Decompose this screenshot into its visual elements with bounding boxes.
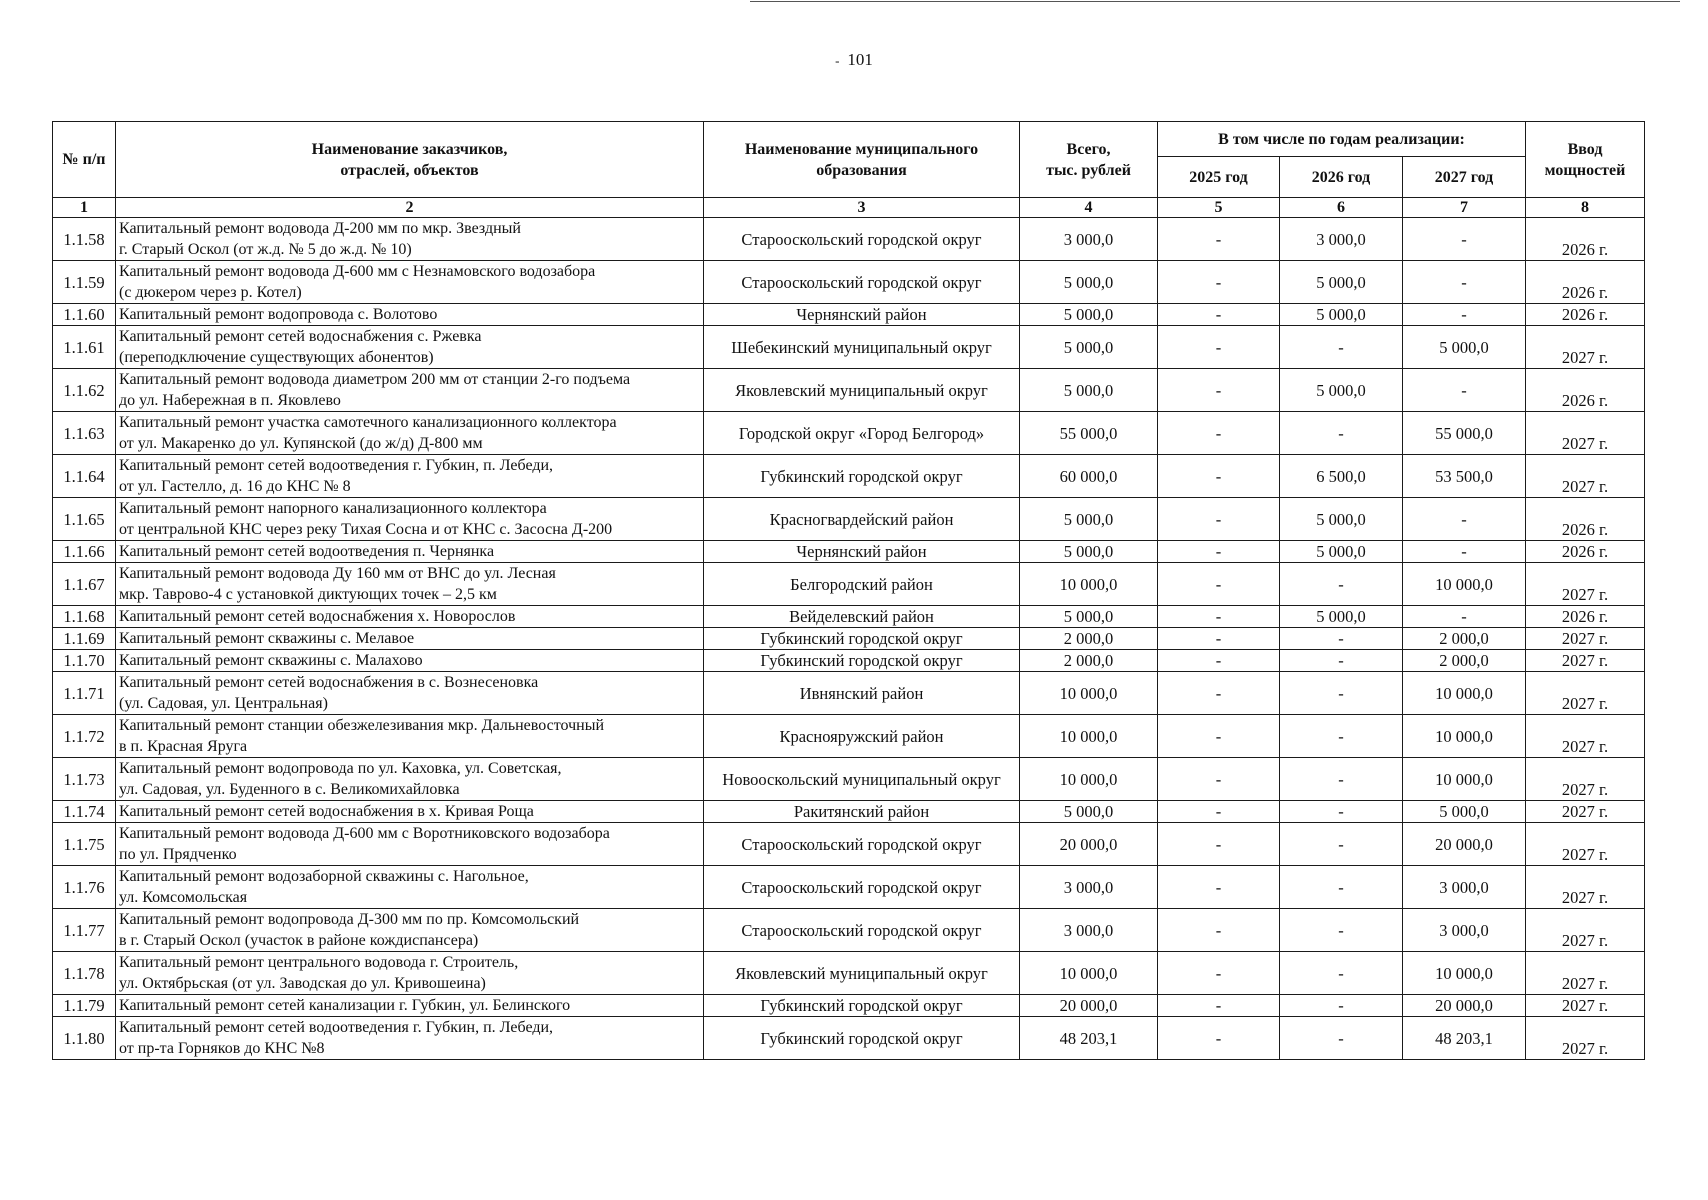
table-row: [53, 952, 1645, 995]
municipality: Губкинский городской округ: [704, 995, 1020, 1017]
table-row: [53, 1017, 1645, 1060]
municipality: Старооскольский городской округ: [704, 823, 1020, 866]
total-amount: 2 000,0: [1020, 650, 1158, 672]
row-number: 1.1.69: [53, 628, 116, 650]
object-name-line: Капитальный ремонт водопровода по ул. Каховка, ул. Советская,: [119, 760, 562, 777]
amount-2025: -: [1158, 758, 1280, 801]
object-name: [116, 952, 704, 995]
object-name-line: Капитальный ремонт водопровода с. Волотово: [119, 306, 438, 323]
amount-2026: 6 500,0: [1280, 455, 1403, 498]
amount-2026: -: [1280, 628, 1403, 650]
amount-2026: 5 000,0: [1280, 498, 1403, 541]
total-amount: 3 000,0: [1020, 218, 1158, 261]
amount-2027: 48 203,1: [1403, 1017, 1526, 1060]
table-row: [53, 261, 1645, 304]
amount-2026: 5 000,0: [1280, 304, 1403, 326]
row-number: 1.1.62: [53, 369, 116, 412]
object-name-line: Капитальный ремонт участка самотечного канализационного коллектора: [119, 414, 617, 431]
page-number: [0, 50, 1708, 70]
object-name-line: Капитальный ремонт сетей водоснабжения в х. Кривая Роща: [119, 803, 534, 820]
commissioning-year: 2026 г.: [1526, 369, 1645, 412]
table-row: [53, 304, 1645, 326]
commissioning-year: 2026 г.: [1526, 304, 1645, 326]
object-name: [116, 758, 704, 801]
table-header: [53, 122, 1645, 218]
municipality: Губкинский городской округ: [704, 628, 1020, 650]
commissioning-year: 2027 г.: [1526, 628, 1645, 650]
row-number: 1.1.59: [53, 261, 116, 304]
amount-2027: 20 000,0: [1403, 995, 1526, 1017]
row-number: 1.1.73: [53, 758, 116, 801]
header-municipality-line-2: образования: [816, 161, 907, 179]
amount-2025: -: [1158, 541, 1280, 563]
municipality: Губкинский городской округ: [704, 650, 1020, 672]
municipality: Старооскольский городской округ: [704, 909, 1020, 952]
object-name-line: в г. Старый Оскол (участок в районе кождиспансера): [119, 932, 479, 949]
amount-2026: -: [1280, 952, 1403, 995]
amount-2026: -: [1280, 995, 1403, 1017]
amount-2025: -: [1158, 1017, 1280, 1060]
commissioning-year: 2027 г.: [1526, 909, 1645, 952]
amount-2027: -: [1403, 304, 1526, 326]
total-amount: 10 000,0: [1020, 563, 1158, 606]
object-name-line: Капитальный ремонт напорного канализационного коллектора: [119, 500, 547, 517]
header-name-line-2: отраслей, объектов: [340, 161, 479, 179]
table-row: [53, 650, 1645, 672]
total-amount: 5 000,0: [1020, 304, 1158, 326]
amount-2025: -: [1158, 995, 1280, 1017]
amount-2026: -: [1280, 909, 1403, 952]
commissioning-year: 2027 г.: [1526, 801, 1645, 823]
amount-2026: 5 000,0: [1280, 261, 1403, 304]
commissioning-year: 2027 г.: [1526, 650, 1645, 672]
row-number: 1.1.74: [53, 801, 116, 823]
object-name: [116, 498, 704, 541]
amount-2025: -: [1158, 369, 1280, 412]
amount-2026: -: [1280, 758, 1403, 801]
object-name-line: по ул. Прядченко: [119, 846, 237, 863]
header-input-line-1: Ввод: [1567, 140, 1603, 158]
commissioning-year: 2027 г.: [1526, 1017, 1645, 1060]
amount-2025: -: [1158, 823, 1280, 866]
total-amount: 5 000,0: [1020, 606, 1158, 628]
total-amount: 5 000,0: [1020, 369, 1158, 412]
object-name: [116, 672, 704, 715]
municipality: Старооскольский городской округ: [704, 218, 1020, 261]
total-amount: 55 000,0: [1020, 412, 1158, 455]
total-amount: 48 203,1: [1020, 1017, 1158, 1060]
table-row: [53, 672, 1645, 715]
amount-2025: -: [1158, 715, 1280, 758]
municipality: Губкинский городской округ: [704, 455, 1020, 498]
header-year-2026: 2026 год: [1280, 157, 1403, 198]
amount-2026: -: [1280, 412, 1403, 455]
object-name-line: Капитальный ремонт сетей канализации г. Губкин, ул. Белинского: [119, 997, 571, 1014]
object-name-line: Капитальный ремонт сетей водоснабжения в с. Вознесеновка: [119, 674, 539, 691]
object-name: [116, 909, 704, 952]
amount-2027: -: [1403, 498, 1526, 541]
object-name-line: Капитальный ремонт водозаборной скважины с. Нагольное,: [119, 868, 529, 885]
table-row: [53, 909, 1645, 952]
row-number: 1.1.71: [53, 672, 116, 715]
amount-2027: 20 000,0: [1403, 823, 1526, 866]
object-name-line: Капитальный ремонт скважины с. Мелавое: [119, 630, 415, 647]
table-row: [53, 455, 1645, 498]
amount-2025: -: [1158, 866, 1280, 909]
row-number: 1.1.80: [53, 1017, 116, 1060]
amount-2026: 5 000,0: [1280, 606, 1403, 628]
object-name-line: Капитальный ремонт водовода Д-200 мм по мкр. Звездный: [119, 220, 521, 237]
object-name-line: Капитальный ремонт водовода Д-600 мм с Воротниковского водозабора: [119, 825, 610, 842]
amount-2027: 10 000,0: [1403, 758, 1526, 801]
total-amount: 5 000,0: [1020, 326, 1158, 369]
table-row: [53, 628, 1645, 650]
municipality: Краснояружский район: [704, 715, 1020, 758]
commissioning-year: 2027 г.: [1526, 326, 1645, 369]
object-name: [116, 455, 704, 498]
object-name-line: (переподключение существующих абонентов): [119, 349, 434, 366]
column-number: 3: [704, 198, 1020, 218]
municipality: Старооскольский городской округ: [704, 261, 1020, 304]
amount-2026: -: [1280, 563, 1403, 606]
amount-2025: -: [1158, 261, 1280, 304]
object-name-line: Капитальный ремонт водовода Д-600 мм с Незнамовского водозабора: [119, 263, 596, 280]
amount-2026: -: [1280, 801, 1403, 823]
object-name: [116, 326, 704, 369]
amount-2025: -: [1158, 909, 1280, 952]
amount-2027: 3 000,0: [1403, 866, 1526, 909]
amount-2027: 10 000,0: [1403, 715, 1526, 758]
municipality: Ивнянский район: [704, 672, 1020, 715]
object-name: [116, 1017, 704, 1060]
municipality: Белгородский район: [704, 563, 1020, 606]
object-name: [116, 563, 704, 606]
object-name: [116, 866, 704, 909]
commissioning-year: 2027 г.: [1526, 758, 1645, 801]
row-number: 1.1.68: [53, 606, 116, 628]
row-number: 1.1.66: [53, 541, 116, 563]
column-number-row: [53, 198, 1645, 218]
municipality: Городской округ «Город Белгород»: [704, 412, 1020, 455]
commissioning-year: 2027 г.: [1526, 563, 1645, 606]
header-name: [116, 122, 704, 198]
commissioning-year: 2027 г.: [1526, 455, 1645, 498]
object-name-line: до ул. Набережная в п. Яковлево: [119, 392, 341, 409]
table-row: [53, 563, 1645, 606]
total-amount: 10 000,0: [1020, 952, 1158, 995]
amount-2025: -: [1158, 672, 1280, 715]
object-name: [116, 715, 704, 758]
header-municipality: [704, 122, 1020, 198]
row-number: 1.1.63: [53, 412, 116, 455]
total-amount: 5 000,0: [1020, 498, 1158, 541]
header-input-line-2: мощностей: [1544, 161, 1626, 179]
header-municipality-line-1: Наименование муниципального: [744, 140, 979, 158]
column-number: 2: [116, 198, 704, 218]
amount-2027: 2 000,0: [1403, 650, 1526, 672]
row-number: 1.1.61: [53, 326, 116, 369]
commissioning-year: 2027 г.: [1526, 866, 1645, 909]
object-name: [116, 801, 704, 823]
object-name: [116, 369, 704, 412]
amount-2027: 10 000,0: [1403, 952, 1526, 995]
object-name-line: ул. Комсомольская: [119, 889, 248, 906]
table-row: [53, 541, 1645, 563]
object-name: [116, 218, 704, 261]
object-name-line: г. Старый Оскол (от ж.д. № 5 до ж.д. № 10): [119, 241, 412, 258]
amount-2025: -: [1158, 563, 1280, 606]
header-total-line-1: Всего,: [1066, 140, 1111, 158]
amount-2027: -: [1403, 218, 1526, 261]
header-name-line-1: Наименование заказчиков,: [311, 140, 508, 158]
table-row: [53, 715, 1645, 758]
object-name: [116, 995, 704, 1017]
table-row: [53, 823, 1645, 866]
header-year-2027: 2027 год: [1403, 157, 1526, 198]
row-number: 1.1.58: [53, 218, 116, 261]
total-amount: 3 000,0: [1020, 909, 1158, 952]
row-number: 1.1.77: [53, 909, 116, 952]
object-name-line: мкр. Таврово-4 с установкой диктующих точек – 2,5 км: [119, 586, 497, 603]
total-amount: 20 000,0: [1020, 823, 1158, 866]
total-amount: 60 000,0: [1020, 455, 1158, 498]
header-year-2025: 2025 год: [1158, 157, 1280, 198]
row-number: 1.1.70: [53, 650, 116, 672]
amount-2027: 3 000,0: [1403, 909, 1526, 952]
object-name-line: в п. Красная Яруга: [119, 738, 248, 755]
amount-2025: -: [1158, 218, 1280, 261]
amount-2026: -: [1280, 823, 1403, 866]
table-row: [53, 995, 1645, 1017]
table-row: [53, 326, 1645, 369]
header-total-line-2: тыс. рублей: [1046, 161, 1131, 179]
commissioning-year: 2026 г.: [1526, 218, 1645, 261]
amount-2027: -: [1403, 261, 1526, 304]
object-name-line: Капитальный ремонт водопровода Д-300 мм по пр. Комсомольский: [119, 911, 580, 928]
amount-2025: -: [1158, 326, 1280, 369]
amount-2025: -: [1158, 952, 1280, 995]
object-name-line: от ул. Гастелло, д. 16 до КНС № 8: [119, 478, 351, 495]
row-number: 1.1.76: [53, 866, 116, 909]
object-name-line: (ул. Садовая, ул. Центральная): [119, 695, 328, 712]
municipality: Старооскольский городской округ: [704, 866, 1020, 909]
row-number: 1.1.75: [53, 823, 116, 866]
object-name: [116, 628, 704, 650]
amount-2027: 10 000,0: [1403, 563, 1526, 606]
top-rule: [750, 1, 1680, 2]
table-row: [53, 369, 1645, 412]
column-number: 7: [1403, 198, 1526, 218]
header-total: [1020, 122, 1158, 198]
commissioning-year: 2027 г.: [1526, 412, 1645, 455]
object-name-line: Капитальный ремонт сетей водоотведения п. Чернянка: [119, 543, 495, 560]
object-name-line: Капитальный ремонт скважины с. Малахово: [119, 652, 423, 669]
object-name-line: Капитальный ремонт водовода диаметром 200 мм от станции 2-го подъема: [119, 371, 631, 388]
amount-2025: -: [1158, 650, 1280, 672]
header-num: № п/п: [53, 122, 116, 198]
total-amount: 10 000,0: [1020, 672, 1158, 715]
amount-2025: -: [1158, 412, 1280, 455]
column-number: 1: [53, 198, 116, 218]
object-name: [116, 541, 704, 563]
amount-2026: -: [1280, 672, 1403, 715]
amount-2025: -: [1158, 628, 1280, 650]
object-name-line: Капитальный ремонт водовода Ду 160 мм от ВНС до ул. Лесная: [119, 565, 556, 582]
object-name-line: от пр-та Горняков до КНС №8: [119, 1040, 325, 1057]
amount-2027: 55 000,0: [1403, 412, 1526, 455]
total-amount: 10 000,0: [1020, 758, 1158, 801]
commissioning-year: 2026 г.: [1526, 498, 1645, 541]
amount-2026: -: [1280, 326, 1403, 369]
row-number: 1.1.67: [53, 563, 116, 606]
amount-2025: -: [1158, 606, 1280, 628]
commissioning-year: 2027 г.: [1526, 823, 1645, 866]
object-name-line: Капитальный ремонт сетей водоснабжения х. Новорослов: [119, 608, 516, 625]
table-body: [53, 218, 1645, 1060]
municipality: Чернянский район: [704, 541, 1020, 563]
amount-2025: -: [1158, 498, 1280, 541]
municipality: Яковлевский муниципальный округ: [704, 369, 1020, 412]
column-number: 6: [1280, 198, 1403, 218]
object-name-line: Капитальный ремонт станции обезжелезивания мкр. Дальневосточный: [119, 717, 605, 734]
row-number: 1.1.65: [53, 498, 116, 541]
page-number-prefix: -: [835, 53, 840, 68]
amount-2026: -: [1280, 1017, 1403, 1060]
total-amount: 10 000,0: [1020, 715, 1158, 758]
total-amount: 5 000,0: [1020, 541, 1158, 563]
commissioning-year: 2027 г.: [1526, 715, 1645, 758]
municipality: Вейделевский район: [704, 606, 1020, 628]
municipality: Красногвардейский район: [704, 498, 1020, 541]
table-row: [53, 801, 1645, 823]
object-name-line: ул. Октябрьская (от ул. Заводская до ул. Кривошеина): [119, 975, 486, 992]
municipality: Чернянский район: [704, 304, 1020, 326]
object-name-line: Капитальный ремонт сетей водоотведения г. Губкин, п. Лебеди,: [119, 1019, 554, 1036]
row-number: 1.1.78: [53, 952, 116, 995]
total-amount: 2 000,0: [1020, 628, 1158, 650]
column-number: 8: [1526, 198, 1645, 218]
amount-2027: 5 000,0: [1403, 801, 1526, 823]
object-name: [116, 261, 704, 304]
object-name-line: (с дюкером через р. Котел): [119, 284, 302, 301]
object-name: [116, 823, 704, 866]
row-number: 1.1.72: [53, 715, 116, 758]
municipality: Яковлевский муниципальный округ: [704, 952, 1020, 995]
amount-2027: 53 500,0: [1403, 455, 1526, 498]
amount-2026: 5 000,0: [1280, 369, 1403, 412]
column-number: 4: [1020, 198, 1158, 218]
row-number: 1.1.79: [53, 995, 116, 1017]
municipality: Шебекинский муниципальный округ: [704, 326, 1020, 369]
commissioning-year: 2027 г.: [1526, 952, 1645, 995]
amount-2025: -: [1158, 801, 1280, 823]
page-number-value: 101: [847, 50, 873, 69]
column-number: 5: [1158, 198, 1280, 218]
total-amount: 5 000,0: [1020, 801, 1158, 823]
amount-2027: -: [1403, 369, 1526, 412]
investment-table: [52, 121, 1645, 1060]
amount-2027: -: [1403, 541, 1526, 563]
object-name-line: от центральной КНС через реку Тихая Сосна и от КНС с. Засосна Д-200: [119, 521, 613, 538]
amount-2027: 10 000,0: [1403, 672, 1526, 715]
object-name: [116, 606, 704, 628]
row-number: 1.1.64: [53, 455, 116, 498]
municipality: Губкинский городской округ: [704, 1017, 1020, 1060]
commissioning-year: 2027 г.: [1526, 672, 1645, 715]
amount-2026: 3 000,0: [1280, 218, 1403, 261]
amount-2026: -: [1280, 866, 1403, 909]
commissioning-year: 2026 г.: [1526, 541, 1645, 563]
object-name-line: ул. Садовая, ул. Буденного в с. Великомихайловка: [119, 781, 460, 798]
total-amount: 5 000,0: [1020, 261, 1158, 304]
object-name-line: Капитальный ремонт центрального водовода г. Строитель,: [119, 954, 519, 971]
object-name: [116, 650, 704, 672]
municipality: Новооскольский муниципальный округ: [704, 758, 1020, 801]
header-years-group: В том числе по годам реализации:: [1158, 122, 1526, 157]
row-number: 1.1.60: [53, 304, 116, 326]
object-name: [116, 412, 704, 455]
table-row: [53, 866, 1645, 909]
total-amount: 3 000,0: [1020, 866, 1158, 909]
table-row: [53, 758, 1645, 801]
amount-2027: 5 000,0: [1403, 326, 1526, 369]
amount-2026: -: [1280, 650, 1403, 672]
table-row: [53, 218, 1645, 261]
amount-2025: -: [1158, 304, 1280, 326]
object-name: [116, 304, 704, 326]
table-row: [53, 412, 1645, 455]
commissioning-year: 2027 г.: [1526, 995, 1645, 1017]
amount-2026: -: [1280, 715, 1403, 758]
amount-2025: -: [1158, 455, 1280, 498]
object-name-line: от ул. Макаренко до ул. Купянской (до ж/д) Д-800 мм: [119, 435, 483, 452]
object-name-line: Капитальный ремонт сетей водоотведения г. Губкин, п. Лебеди,: [119, 457, 554, 474]
total-amount: 20 000,0: [1020, 995, 1158, 1017]
table-row: [53, 606, 1645, 628]
table-row: [53, 498, 1645, 541]
amount-2026: 5 000,0: [1280, 541, 1403, 563]
header-input: [1526, 122, 1645, 198]
commissioning-year: 2026 г.: [1526, 606, 1645, 628]
object-name-line: Капитальный ремонт сетей водоснабжения с. Ржевка: [119, 328, 482, 345]
amount-2027: -: [1403, 606, 1526, 628]
amount-2027: 2 000,0: [1403, 628, 1526, 650]
commissioning-year: 2026 г.: [1526, 261, 1645, 304]
municipality: Ракитянский район: [704, 801, 1020, 823]
